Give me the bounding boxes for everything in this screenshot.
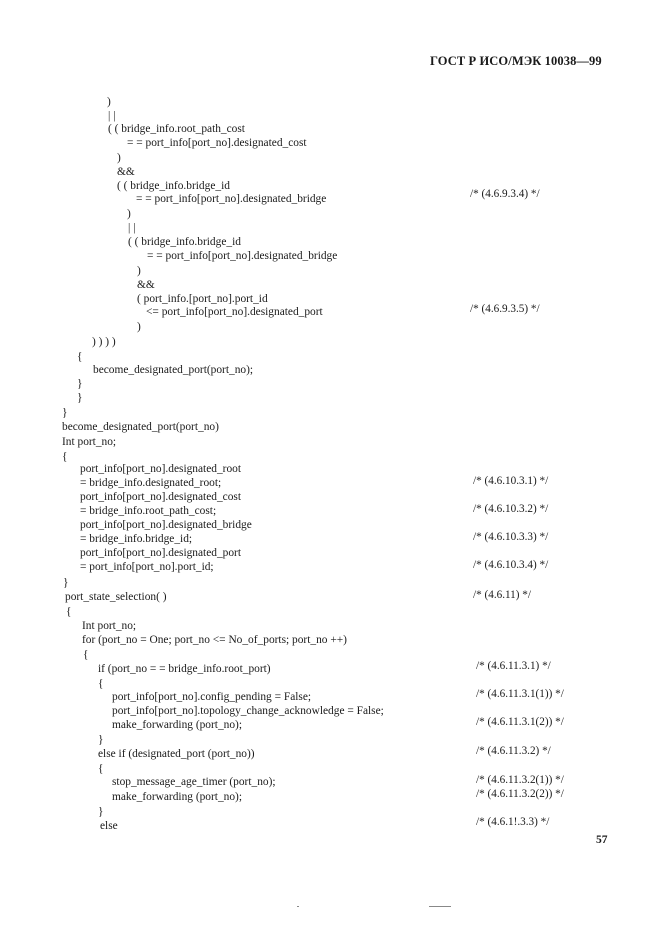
page-number: 57 xyxy=(596,834,608,846)
code-line: } xyxy=(77,378,83,390)
code-line: <= port_info[port_no].designated_port xyxy=(146,306,323,318)
code-line: port_state_selection( ) xyxy=(65,591,167,603)
code-line: for (port_no = One; port_no <= No_of_ports; port_no ++) xyxy=(82,634,347,646)
code-line: port_info[port_no].designated_root xyxy=(80,463,242,475)
code-comment: /* (4.6.10.3.2) */ xyxy=(473,503,549,515)
code-line: && xyxy=(117,166,135,178)
code-line: become_designated_port(port_no); xyxy=(93,364,254,376)
code-line: if (port_no = = bridge_info.root_port) xyxy=(98,663,271,675)
code-line: port_info[port_no].designated_port xyxy=(80,547,242,559)
code-line: port_info[port_no].designated_bridge xyxy=(80,519,252,531)
code-line: ( ( bridge_info.bridge_id xyxy=(128,236,241,248)
code-line: become_designated_port(port_no) xyxy=(62,421,219,433)
code-comment: /* (4.6.11) */ xyxy=(473,589,532,601)
code-line: { xyxy=(98,763,104,775)
code-line: } xyxy=(98,806,104,818)
code-line: port_info[port_no].designated_cost xyxy=(80,491,242,503)
code-line: | | xyxy=(108,110,116,122)
code-line: Int port_no; xyxy=(82,620,137,632)
document-header: ГОСТ Р ИСО/МЭК 10038—99 xyxy=(430,54,602,68)
scan-speck xyxy=(429,906,451,907)
code-line: ) xyxy=(137,265,141,277)
code-line: = = port_info[port_no].designated_bridge xyxy=(147,250,338,262)
code-line: && xyxy=(137,279,155,291)
code-line: else if (designated_port (port_no)) xyxy=(98,748,255,760)
code-comment: /* (4.6.10.3.1) */ xyxy=(473,475,549,487)
code-comment: /* (4.6.9.3.4) */ xyxy=(470,188,540,200)
code-line: } xyxy=(63,577,69,589)
code-line: = = port_info[port_no].designated_bridge xyxy=(136,193,327,205)
code-line: = = port_info[port_no].designated_cost xyxy=(127,137,307,149)
code-line: { xyxy=(77,351,83,363)
code-comment: /* (4.6.11.3.1) */ xyxy=(476,660,551,672)
code-line: Int port_no; xyxy=(62,436,117,448)
code-line: = bridge_info.bridge_id; xyxy=(80,533,193,545)
code-comment: /* (4.6.10.3.4) */ xyxy=(473,559,549,571)
code-line: ) xyxy=(117,152,121,164)
scan-speck xyxy=(297,906,299,907)
code-line: = port_info[port_no].port_id; xyxy=(80,561,214,573)
code-line: ( ( bridge_info.root_path_cost xyxy=(108,123,245,135)
code-comment: /* (4.6.9.3.5) */ xyxy=(470,303,540,315)
code-comment: /* (4.6.11.3.2(2)) */ xyxy=(476,788,564,800)
code-line: = bridge_info.root_path_cost; xyxy=(80,505,217,517)
code-line: { xyxy=(66,606,72,618)
code-line: stop_message_age_timer (port_no); xyxy=(112,776,276,788)
code-comment: /* (4.6.11.3.2) */ xyxy=(476,745,551,757)
code-line: ) xyxy=(127,208,131,220)
code-comment: /* (4.6.10.3.3) */ xyxy=(473,531,549,543)
code-line: ) xyxy=(137,321,141,333)
code-comment: /* (4.6.1!.3.3) */ xyxy=(476,816,550,828)
code-line: } xyxy=(77,392,83,404)
code-line: { xyxy=(98,678,104,690)
code-comment: /* (4.6.11.3.1(2)) */ xyxy=(476,716,564,728)
code-line: port_info[port_no].topology_change_acknowledge = False; xyxy=(112,705,384,717)
code-line: { xyxy=(62,451,68,463)
code-line: ( ( bridge_info.bridge_id xyxy=(117,180,230,192)
code-line: { xyxy=(83,649,89,661)
code-line: | | xyxy=(128,222,136,234)
code-line: ) ) ) ) xyxy=(92,336,116,348)
code-line: make_forwarding (port_no); xyxy=(112,719,243,731)
code-line: else xyxy=(100,820,118,832)
code-comment: /* (4.6.11.3.2(1)) */ xyxy=(476,774,564,786)
code-line: port_info[port_no].config_pending = False; xyxy=(112,691,312,703)
code-line: = bridge_info.designated_root; xyxy=(80,477,222,489)
code-line: make_forwarding (port_no); xyxy=(112,791,243,803)
code-line: } xyxy=(98,734,104,746)
code-line: ( port_info.[port_no].port_id xyxy=(137,293,268,305)
code-line: ) xyxy=(107,96,111,108)
code-comment: /* (4.6.11.3.1(1)) */ xyxy=(476,688,564,700)
code-line: } xyxy=(62,407,68,419)
